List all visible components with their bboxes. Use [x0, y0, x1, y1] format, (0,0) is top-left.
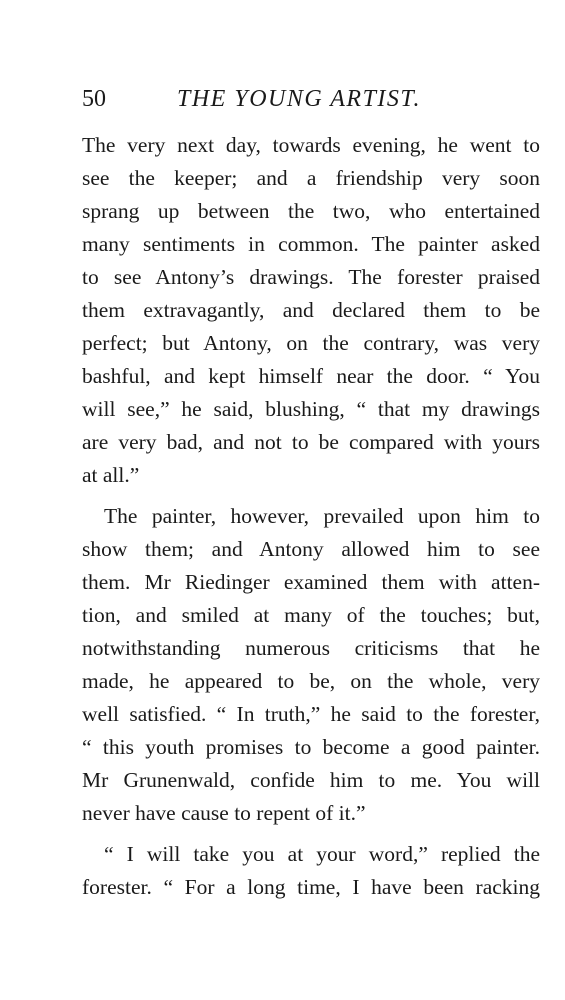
text-line: bashful, and kept himself near the door. “ You [82, 364, 540, 388]
text-line: notwithstanding numerous criticisms that he [82, 636, 540, 660]
text-line: made, he appeared to be, on the whole, very [82, 669, 540, 693]
text-line: them extravagantly, and declared them to be [82, 298, 540, 322]
text-line: perfect; but Antony, on the contrary, was very [82, 331, 540, 355]
text-line: show them; and Antony allowed him to see [82, 537, 540, 561]
paragraph-gap [82, 492, 540, 500]
paragraph-gap [82, 830, 540, 838]
page-number: 50 [82, 86, 106, 112]
text-line: to see Antony’s drawings. The forester praised [82, 265, 540, 289]
paragraph-2 [82, 500, 540, 830]
text-line: The very next day, towards evening, he went to [82, 133, 540, 157]
text-line: “ I will take you at your word,” replied the [104, 842, 540, 866]
body-text [82, 129, 540, 904]
text-line: are very bad, and not to be compared with yours [82, 430, 540, 454]
text-line: them. Mr Riedinger examined them with atten- [82, 570, 540, 594]
running-head [82, 84, 542, 114]
text-line: The painter, however, prevailed upon him to [104, 504, 540, 528]
text-line: Mr Grunenwald, confide him to me. You will [82, 768, 540, 792]
text-line: see the keeper; and a friendship very soon [82, 166, 540, 190]
text-line: at all.” [82, 463, 140, 487]
paragraph-3 [82, 838, 540, 904]
text-line: tion, and smiled at many of the touches; but, [82, 603, 540, 627]
text-line: “ this youth promises to become a good painter. [82, 735, 540, 759]
text-line: many sentiments in common. The painter asked [82, 232, 540, 256]
text-line: will see,” he said, blushing, “ that my drawings [82, 397, 540, 421]
text-line: sprang up between the two, who entertained [82, 199, 540, 223]
text-line: well satisfied. “ In truth,” he said to the forester, [82, 702, 540, 726]
text-line: forester. “ For a long time, I have been racking [82, 875, 540, 899]
text-line: never have cause to repent of it.” [82, 801, 366, 825]
running-title: THE YOUNG ARTIST. [177, 86, 421, 112]
paragraph-1 [82, 129, 540, 492]
